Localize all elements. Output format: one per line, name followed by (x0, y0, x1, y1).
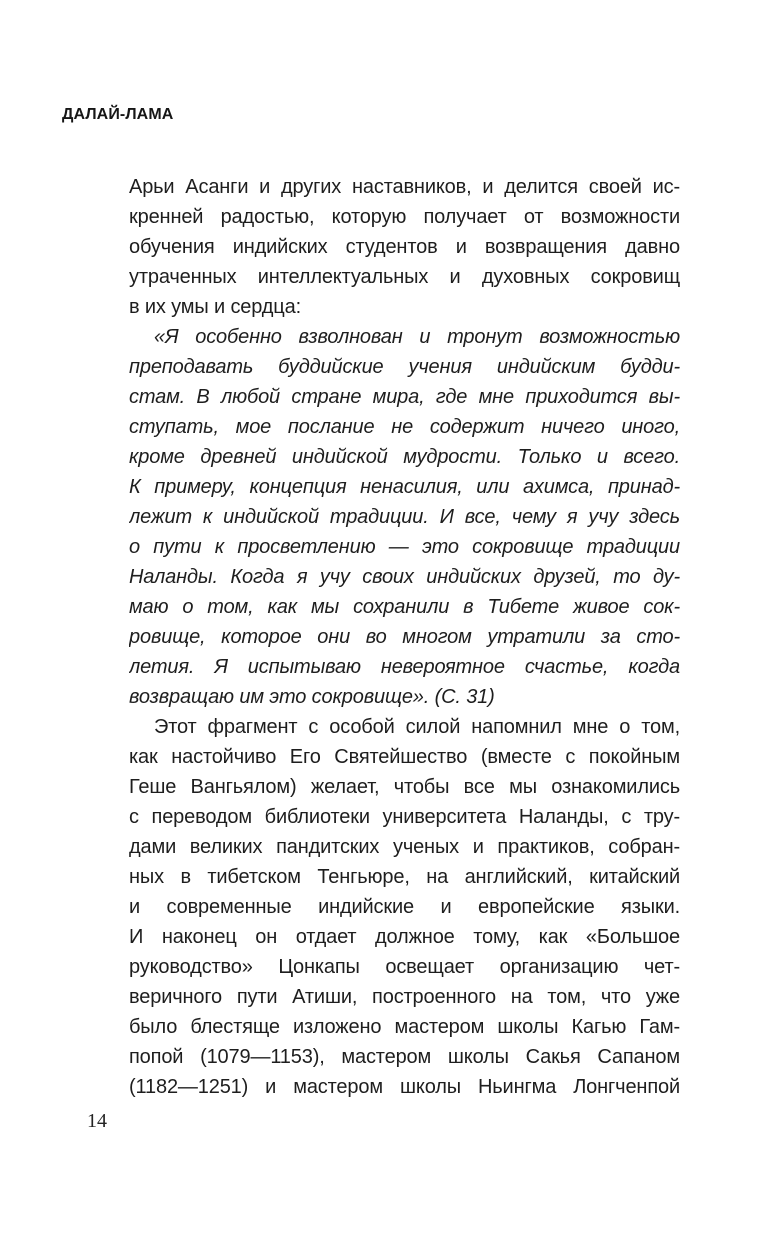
text-line: стам. В любой стране мира, где мне приходится вы- (129, 386, 680, 408)
text-line: веричного пути Атиши, построенного на том, что уже (129, 986, 680, 1008)
text-line: Арьи Асанги и других наставников, и делится своей ис- (129, 176, 680, 198)
text-line: как настойчиво Его Святейшество (вместе с покойным (129, 746, 680, 768)
paragraph-quote (129, 322, 680, 712)
text-line: лежит к индийской традиции. И все, чему я учу здесь (129, 506, 680, 528)
text-line: возвращаю им это сокровище». (С. 31) (129, 686, 495, 708)
text-line: о пути к просветлению — это сокровище традиции (129, 536, 680, 558)
text-line: Этот фрагмент с особой силой напомнил мне о том, (154, 716, 680, 738)
text-line: кроме древней индийской мудрости. Только и всего. (129, 446, 680, 468)
text-line: маю о том, как мы сохранили в Тибете живое сок- (129, 596, 680, 618)
text-line: Наланды. Когда я учу своих индийских друзей, то ду- (129, 566, 680, 588)
text-line: К примеру, концепция ненасилия, или ахимса, принад- (129, 476, 680, 498)
text-line: Геше Вангьялом) желает, чтобы все мы ознакомились (129, 776, 680, 798)
text-line: кренней радостью, которую получает от возможности (129, 206, 680, 228)
text-line: дами великих пандитских ученых и практиков, собран- (129, 836, 680, 858)
text-line: попой (1079—1153), мастером школы Сакья Сапаном (129, 1046, 680, 1068)
text-line: ных в тибетском Тенгьюре, на английский, китайский (129, 866, 680, 888)
text-line: и современные индийские и европейские языки. (129, 896, 680, 918)
text-line: ровище, которое они во многом утратили за сто- (129, 626, 680, 648)
text-line: было блестяще изложено мастером школы Кагью Гам- (129, 1016, 680, 1038)
text-line: в их умы и сердца: (129, 296, 301, 318)
text-block (129, 172, 680, 1102)
text-line: утраченных интеллектуальных и духовных сокровищ (129, 266, 680, 288)
text-line: преподавать буддийские учения индийским будди- (129, 356, 680, 378)
running-header: ДАЛАЙ-ЛАМА (62, 106, 174, 123)
text-line: И наконец он отдает должное тому, как «Большое (129, 926, 680, 948)
paragraph-intro (129, 172, 680, 322)
text-line: (1182—1251) и мастером школы Ньингма Лонгченпой (129, 1076, 680, 1098)
text-line: обучения индийских студентов и возвращения давно (129, 236, 680, 258)
page-number: 14 (87, 1110, 107, 1132)
text-line: ступать, мое послание не содержит ничего иного, (129, 416, 680, 438)
text-line: руководство» Цонкапы освещает организацию чет- (129, 956, 680, 978)
text-line: летия. Я испытываю невероятное счастье, когда (129, 656, 680, 678)
paragraph-commentary (129, 712, 680, 1102)
text-line: с переводом библиотеки университета Наланды, с тру- (129, 806, 680, 828)
text-line: «Я особенно взволнован и тронут возможностью (154, 326, 680, 348)
